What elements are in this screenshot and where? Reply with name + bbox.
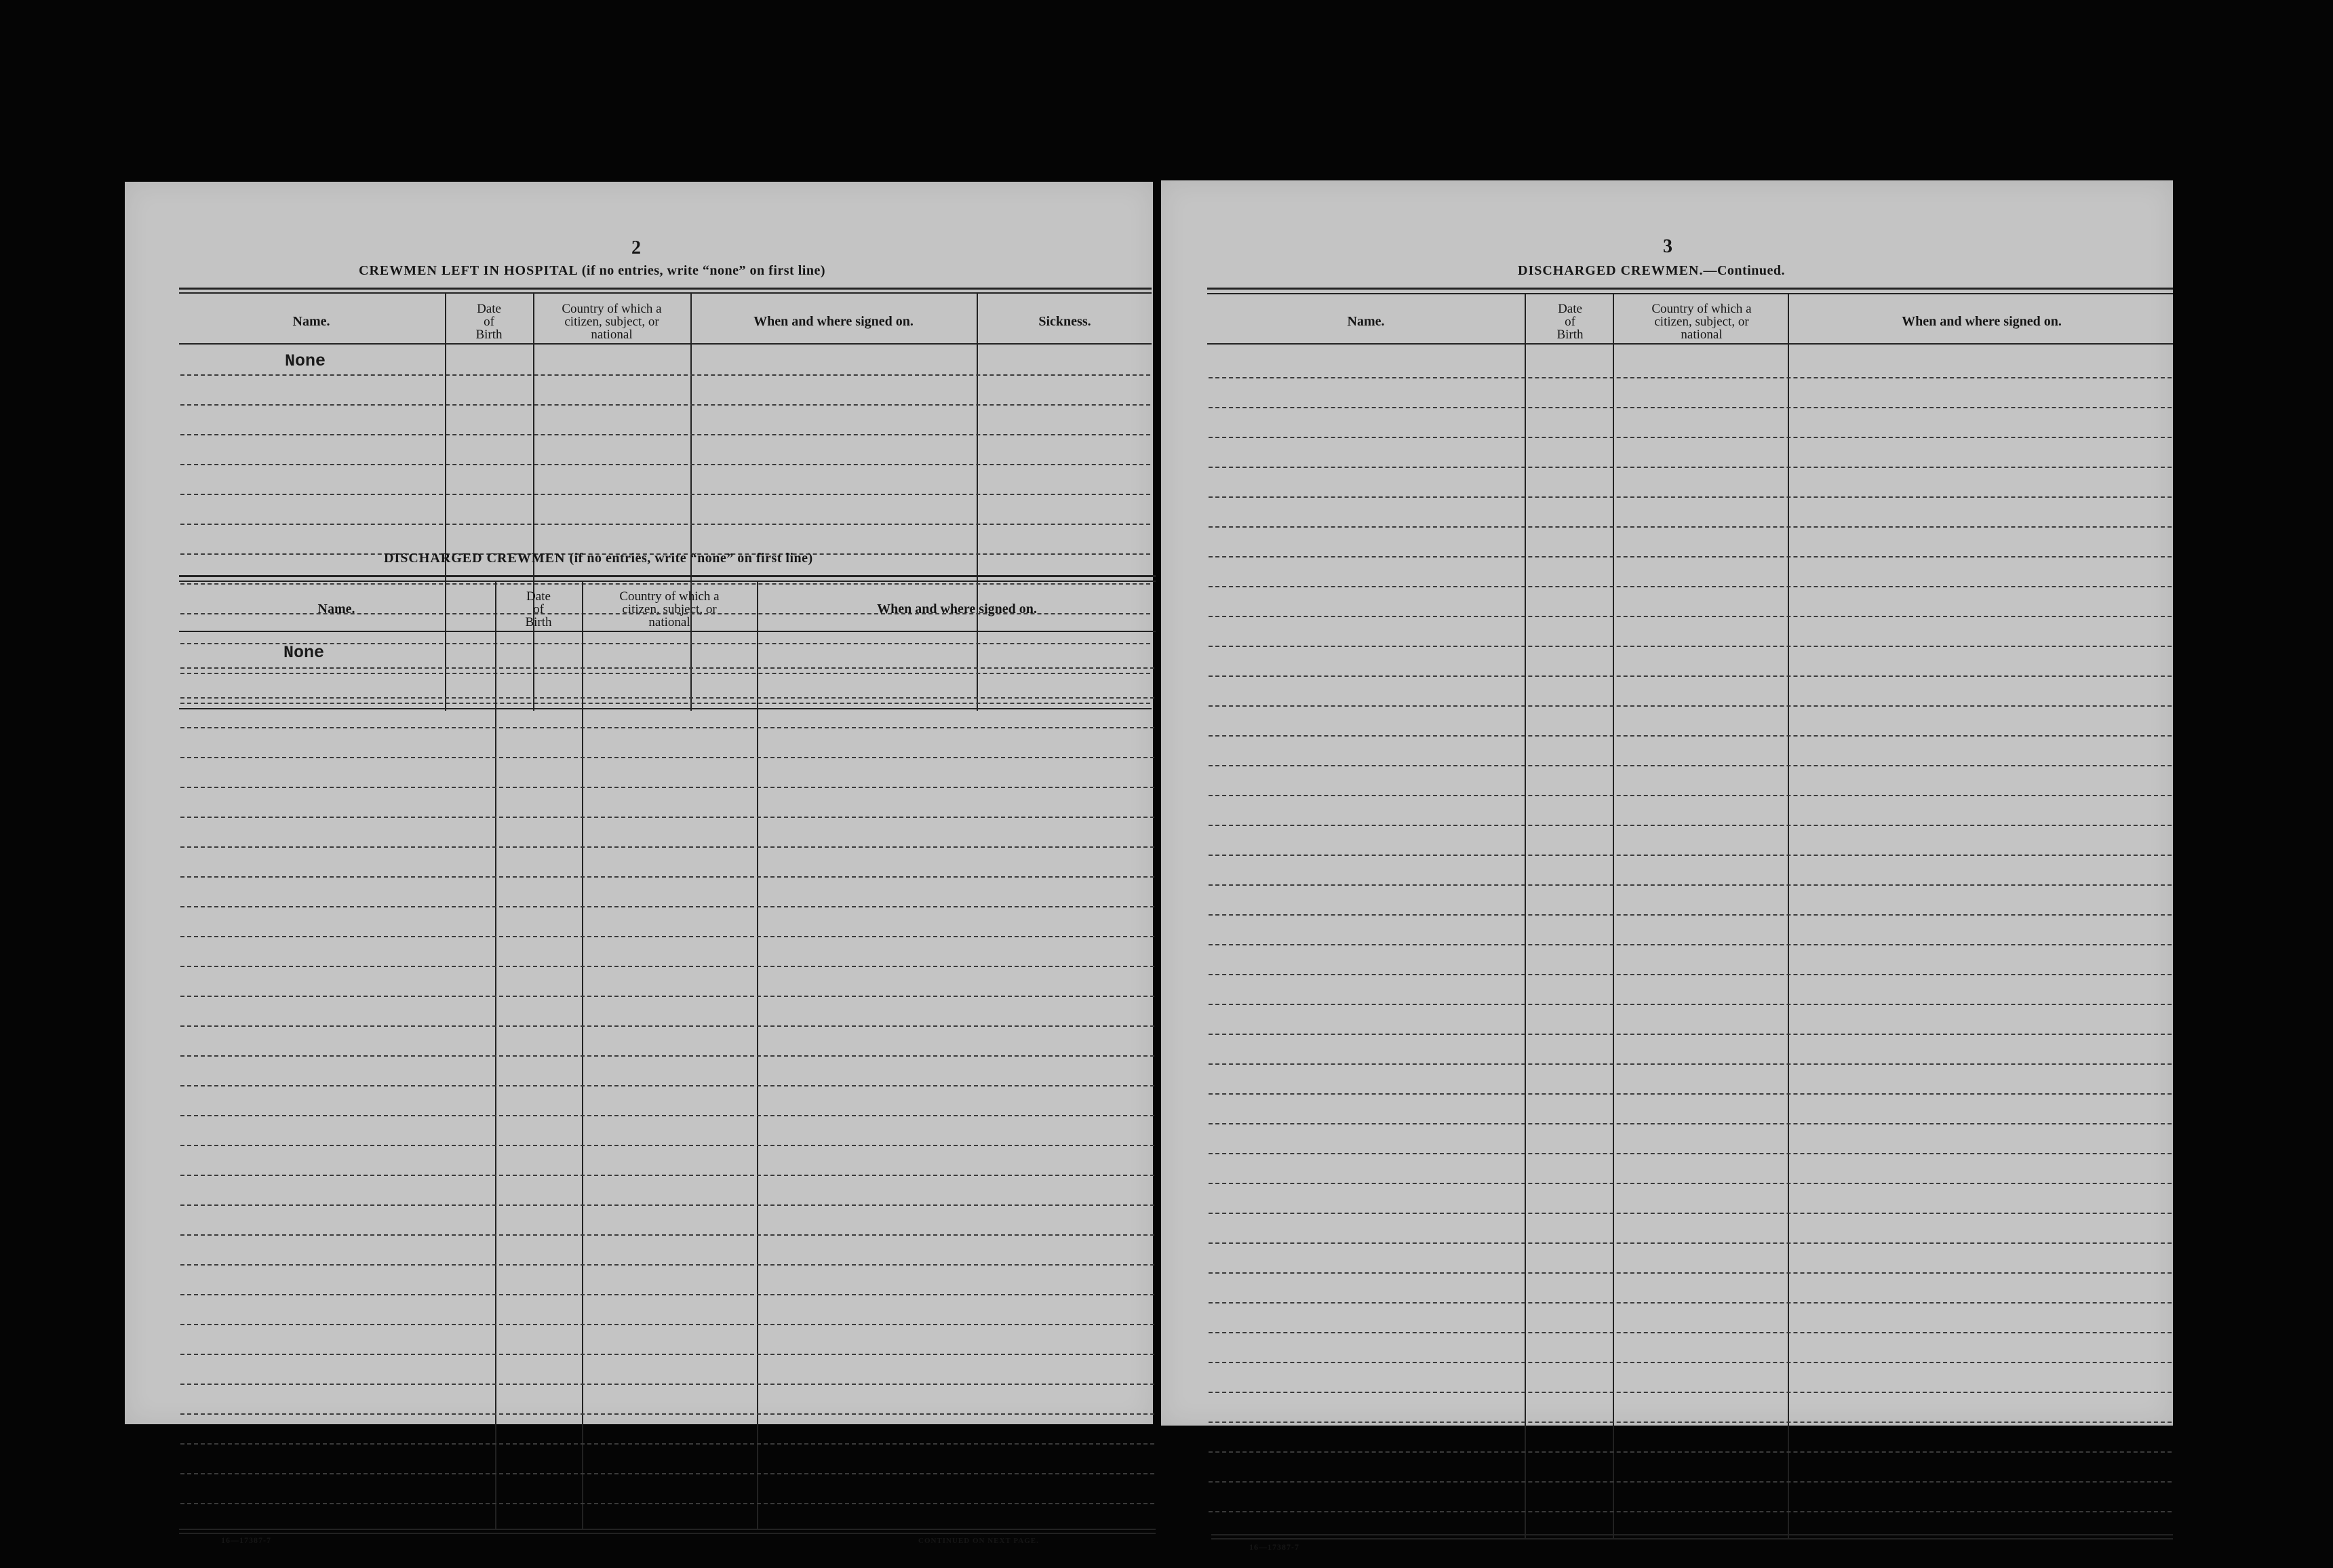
entry-line (180, 1085, 1154, 1086)
hospital-top-rule-2 (179, 292, 1152, 294)
entry-line (180, 697, 1154, 699)
entry-line (180, 1503, 1154, 1504)
entry-line (180, 817, 1154, 818)
entry-line (180, 1204, 1154, 1206)
entry-line (1209, 467, 2172, 468)
entry-line (180, 494, 1150, 495)
right-bottom-rule-2 (1211, 1538, 2173, 1540)
discharged-col-name: Name. (317, 602, 355, 616)
entry-line (1209, 526, 2172, 528)
entry-line (1209, 1213, 2172, 1214)
entry-line (180, 643, 1150, 644)
discharged-instruction: (if no entries, write “none” on first line) (569, 551, 813, 566)
page-number: 3 (1663, 236, 1672, 257)
hospital-col-country (534, 297, 689, 346)
discharged-top-rule (179, 575, 1156, 577)
entry-line (180, 876, 1154, 878)
entry-line (1209, 437, 2172, 438)
dob-line-3: Birth (475, 327, 503, 342)
discharged-col-dob (496, 585, 581, 633)
entry-line (180, 787, 1154, 788)
right-col-country (1615, 297, 1788, 346)
dob-line-2: of (533, 602, 544, 616)
hospital-first-entry: None (285, 351, 326, 371)
entry-line (1209, 377, 2172, 378)
hospital-header-rule (179, 343, 1152, 345)
entry-line (180, 936, 1154, 937)
entry-line (1209, 1481, 2172, 1483)
right-title-continued: —Continued. (1703, 263, 1785, 278)
entry-line (1209, 855, 2172, 856)
discharged-first-entry: None (283, 643, 325, 663)
right-col-divider (1525, 294, 1526, 1539)
entry-line (180, 464, 1150, 465)
entry-line (1209, 675, 2172, 677)
discharged-section-title (384, 551, 813, 566)
right-top-rule (1207, 288, 2173, 290)
entry-line (180, 1443, 1154, 1445)
entry-line (180, 1413, 1154, 1415)
entry-line (1209, 974, 2172, 975)
dob-line-2: of (1565, 314, 1575, 329)
entry-line (180, 673, 1150, 674)
right-page (1161, 180, 2173, 1552)
entry-line (180, 996, 1154, 997)
discharged-top-rule-2 (179, 581, 1156, 582)
entry-line (1209, 1153, 2172, 1154)
form-number: 16—17387-7 (221, 1535, 271, 1545)
entry-line (1209, 1302, 2172, 1304)
entry-line (1209, 1392, 2172, 1393)
entry-line (1209, 735, 2172, 737)
entry-line (1209, 765, 2172, 766)
entry-line (180, 374, 1150, 376)
entry-line (180, 1384, 1154, 1385)
right-title-text: DISCHARGED CREWMEN. (1518, 263, 1704, 278)
right-bottom-rule (1211, 1534, 2173, 1535)
country-line-1: Country of which a (619, 589, 720, 604)
entry-line (1209, 586, 2172, 587)
entry-line (1209, 825, 2172, 826)
discharged-header-rule (179, 631, 1156, 632)
entry-line (180, 703, 1150, 704)
entry-line (180, 1115, 1154, 1116)
entry-line (180, 667, 1154, 669)
entry-line (180, 1354, 1154, 1355)
entry-line (180, 1473, 1154, 1474)
country-line-3: national (648, 614, 690, 629)
entry-line (1209, 616, 2172, 617)
entry-line (1209, 407, 2172, 408)
entry-line (180, 1234, 1154, 1236)
entry-line (180, 846, 1154, 848)
right-section-title (1518, 263, 1785, 279)
entry-line (1209, 1422, 2172, 1423)
hospital-col-name: Name. (292, 314, 330, 329)
hospital-top-rule (179, 288, 1152, 290)
dob-line-1: Date (477, 301, 501, 316)
entry-line (1209, 1093, 2172, 1095)
discharged-col-country (583, 585, 756, 633)
entry-line (180, 906, 1154, 907)
entry-line (1209, 1183, 2172, 1184)
discharged-bottom-rule (179, 1529, 1156, 1530)
discharged-title-text: DISCHARGED CREWMEN (384, 551, 566, 566)
right-top-rule-2 (1207, 293, 2173, 294)
entry-line (1209, 1362, 2172, 1363)
continued-note: CONTINUED ON NEXT PAGE. (918, 1537, 1039, 1545)
country-line-2: citizen, subject, or (1654, 314, 1749, 329)
dob-line-1: Date (526, 589, 551, 604)
entry-line (1209, 1123, 2172, 1124)
entry-line (180, 1055, 1154, 1057)
left-page (125, 182, 1153, 1545)
right-col-divider (1788, 294, 1789, 1539)
country-line-2: citizen, subject, or (564, 314, 659, 329)
entry-line (180, 1175, 1154, 1176)
country-line-2: citizen, subject, or (622, 602, 717, 616)
entry-line (180, 524, 1150, 525)
hospital-col-divider (690, 293, 692, 711)
entry-line (1209, 646, 2172, 647)
hospital-col-signed: When and where signed on. (753, 314, 914, 329)
country-line-1: Country of which a (562, 301, 662, 316)
entry-line (1209, 1272, 2172, 1274)
hospital-col-sickness: Sickness. (1038, 314, 1091, 329)
entry-line (180, 1025, 1154, 1027)
dob-line-1: Date (1558, 301, 1582, 316)
hospital-col-divider (445, 293, 446, 711)
country-line-3: national (591, 327, 633, 342)
hospital-col-divider (533, 293, 534, 711)
entry-line (180, 1324, 1154, 1325)
entry-line (180, 434, 1150, 435)
dob-line-2: of (484, 314, 494, 329)
entry-line (1209, 1451, 2172, 1453)
right-col-dob (1527, 297, 1613, 346)
hospital-col-dob (446, 297, 532, 346)
form-number: 16—17387-7 (1249, 1542, 1299, 1552)
dob-line-3: Birth (525, 614, 552, 629)
entry-line (1209, 1063, 2172, 1065)
entry-line (180, 404, 1150, 406)
entry-line (1209, 1332, 2172, 1333)
hospital-title-text: CREWMEN LEFT IN HOSPITAL (359, 263, 578, 278)
entry-line (180, 966, 1154, 967)
entry-line (180, 1145, 1154, 1146)
right-col-divider (1613, 294, 1614, 1539)
hospital-col-divider (977, 293, 978, 711)
entry-line (1209, 795, 2172, 796)
entry-line (180, 757, 1154, 758)
entry-line (1209, 1034, 2172, 1035)
entry-line (180, 1264, 1154, 1266)
hospital-instruction: (if no entries, write “none” on first line) (581, 263, 825, 278)
hospital-section-title (359, 263, 825, 279)
entry-line (1209, 1242, 2172, 1244)
entry-line (180, 1294, 1154, 1295)
entry-line (1209, 496, 2172, 498)
right-header-rule (1207, 343, 2173, 345)
page-number: 2 (631, 237, 641, 258)
entry-line (1209, 705, 2172, 707)
discharged-col-signed: When and where signed on. (877, 602, 1037, 616)
entry-line (1209, 884, 2172, 886)
entry-line (180, 727, 1154, 728)
right-col-name: Name. (1347, 314, 1385, 329)
entry-line (1209, 556, 2172, 557)
entry-line (1209, 1511, 2172, 1512)
dob-line-3: Birth (1556, 327, 1584, 342)
discharged-bottom-rule-2 (179, 1533, 1156, 1534)
right-col-signed: When and where signed on. (1902, 314, 2062, 329)
entry-line (1209, 914, 2172, 916)
hospital-bottom-rule (179, 708, 1152, 709)
country-line-3: national (1681, 327, 1723, 342)
country-line-1: Country of which a (1651, 301, 1752, 316)
entry-line (1209, 944, 2172, 945)
entry-line (1209, 1004, 2172, 1005)
